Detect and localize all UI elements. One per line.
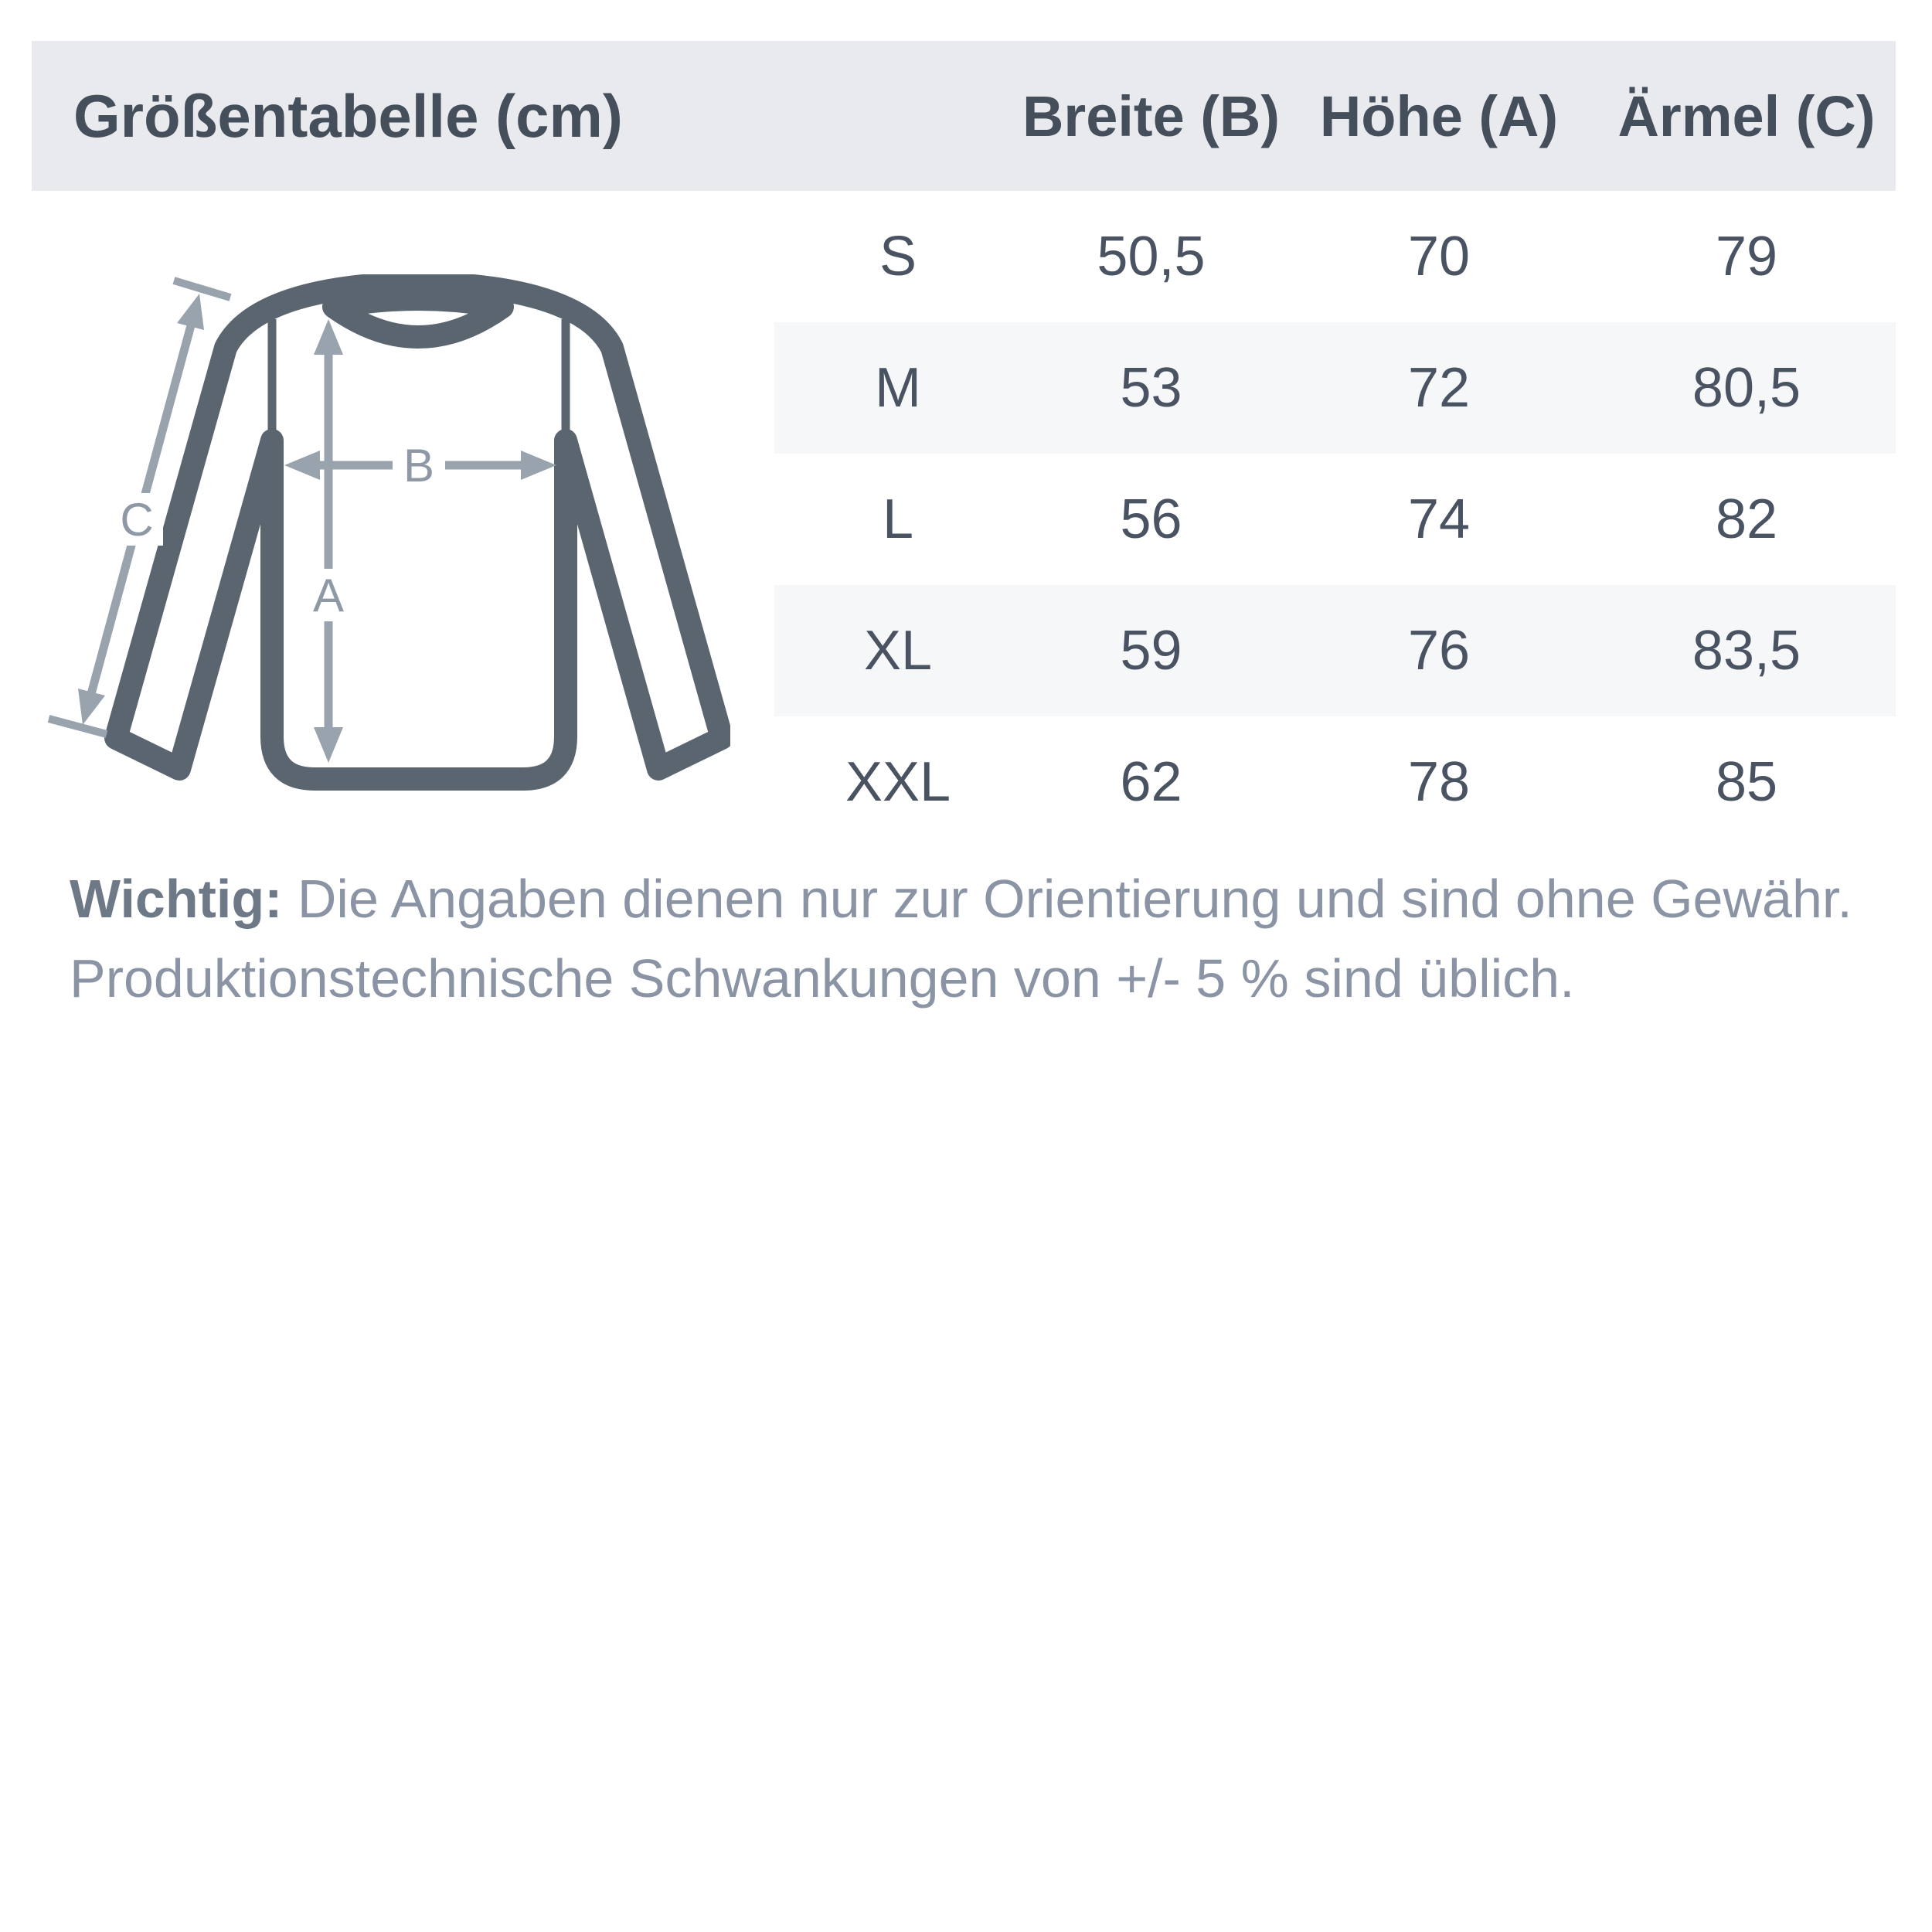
column-header-aermel: Ärmel (C) [1617, 83, 1876, 148]
table-row [774, 191, 1896, 322]
dimension-c-arrowhead-top [177, 294, 204, 330]
aermel-value: 82 [1715, 488, 1778, 550]
size-label: L [882, 488, 914, 550]
page-title: Größentabelle (cm) [73, 82, 623, 150]
dimension-c-arrowhead-bottom [78, 689, 105, 725]
collar [334, 299, 502, 337]
column-header-hoehe: Höhe (A) [1319, 83, 1559, 148]
hoehe-value: 78 [1407, 751, 1471, 813]
disclaimer-text-1: Die Angaben dienen nur zur Orientierung und sind ohne Gewähr. [282, 869, 1852, 929]
aermel-value: 83,5 [1692, 620, 1801, 682]
breite-value: 53 [1120, 357, 1182, 419]
disclaimer-line-2: Produktionstechnische Schwankungen von +/- 5 % sind üblich. [70, 948, 1575, 1009]
column-header-breite: Breite (B) [1022, 83, 1281, 148]
breite-value: 50,5 [1097, 226, 1206, 287]
dimension-c-label: C [120, 494, 154, 546]
breite-value: 59 [1120, 620, 1182, 682]
table-row [774, 322, 1896, 454]
disclaimer-label: Wichtig: [70, 869, 283, 929]
size-label: M [875, 357, 921, 419]
hoehe-value: 72 [1407, 357, 1471, 419]
table-row [774, 454, 1896, 585]
size-label: S [879, 226, 917, 287]
breite-value: 56 [1120, 488, 1182, 550]
size-table [774, 191, 1896, 848]
aermel-value: 79 [1715, 226, 1778, 287]
table-header-bar [32, 41, 1896, 191]
breite-value: 62 [1120, 751, 1182, 813]
dimension-c-tick-bottom [49, 719, 107, 734]
dimension-a-label: A [312, 570, 345, 621]
hoehe-value: 76 [1407, 620, 1471, 682]
table-row [774, 716, 1896, 848]
size-label: XXL [845, 751, 951, 813]
shirt-outline [116, 283, 722, 779]
hoehe-value: 70 [1407, 226, 1471, 287]
hoehe-value: 74 [1407, 488, 1471, 550]
dimension-c-tick-top [174, 281, 230, 298]
column-headers [774, 41, 1896, 191]
dimension-b-label: B [403, 440, 435, 492]
size-label: XL [863, 620, 933, 682]
aermel-value: 85 [1715, 751, 1778, 813]
table-row [774, 585, 1896, 716]
aermel-value: 80,5 [1692, 357, 1801, 419]
disclaimer-line-1 [70, 859, 1870, 939]
column-header-size [774, 41, 1022, 191]
shirt-measurement-diagram [43, 274, 730, 808]
disclaimer-note [70, 859, 1870, 1019]
